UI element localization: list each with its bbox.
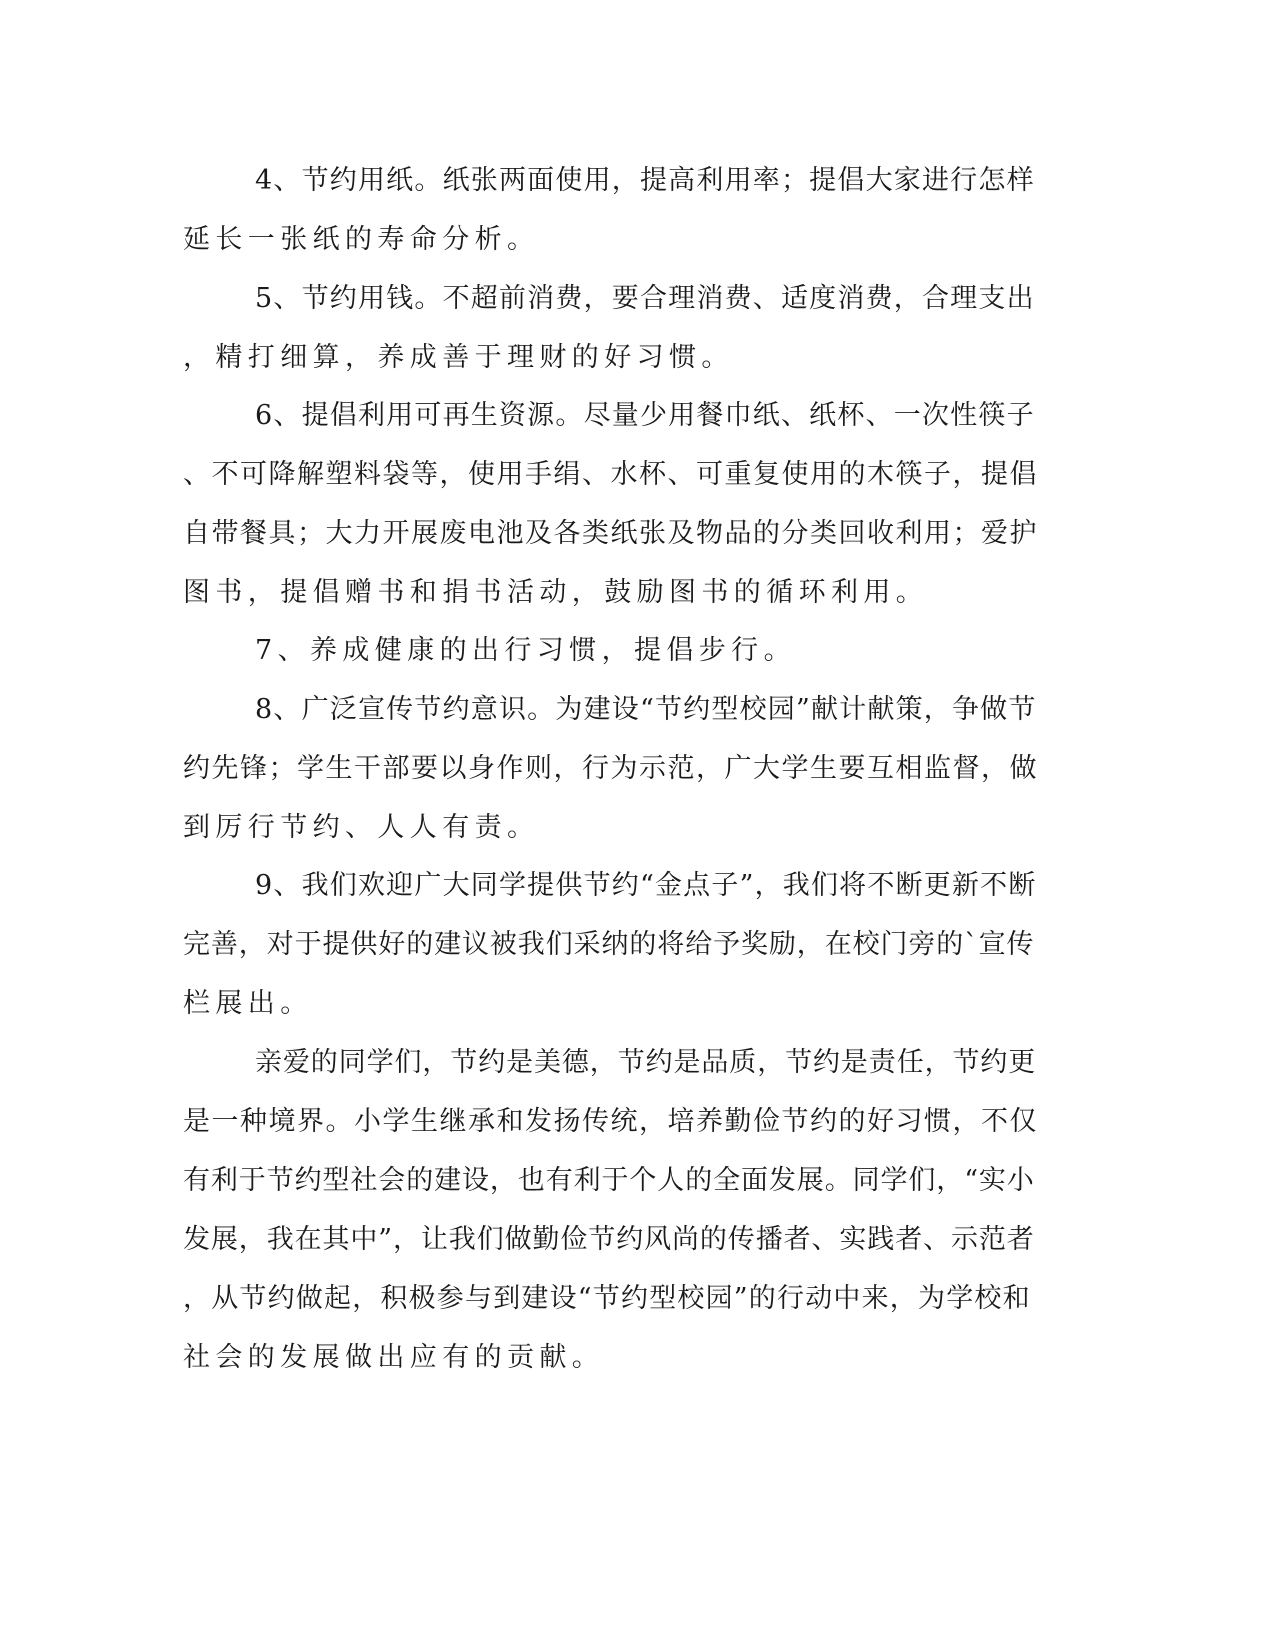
paragraph-item-6-line-3: 自带餐具；大力开展废电池及各类纸张及物品的分类回收利用；爱护 [183,518,1038,549]
paragraph-item-6-line-1: 6、提倡利用可再生资源。尽量少用餐巾纸、纸杯、一次性筷子 [255,400,1035,431]
paragraph-closing-line-5: ，从节约做起，积极参与到建设“节约型校园”的行动中来，为学校和 [183,1283,1031,1314]
paragraph-item-6-line-2: 、不可降解塑料袋等，使用手绢、水杯、可重复使用的木筷子，提倡 [183,459,1038,490]
paragraph-item-9-line-3: 栏展出。 [183,988,313,1019]
paragraph-item-8-line-1: 8、广泛宣传节约意识。为建设“节约型校园”献计献策，争做节 [255,694,1037,725]
paragraph-closing-line-1: 亲爱的同学们，节约是美德，节约是品质，节约是责任，节约更 [255,1047,1037,1078]
paragraph-item-4-line-1: 4、节约用纸。纸张两面使用，提高利用率；提倡大家进行怎样 [255,165,1035,196]
paragraph-item-8-line-3: 到厉行节约、人人有责。 [183,812,540,843]
paragraph-item-9-line-1: 9、我们欢迎广大同学提供节约“金点子”，我们将不断更新不断 [255,870,1037,901]
paragraph-closing-line-2: 是一种境界。小学生继承和发扬传统，培养勤俭节约的好习惯，不仅 [183,1106,1038,1137]
paragraph-item-8-line-2: 约先锋；学生干部要以身作则，行为示范，广大学生要互相监督，做 [183,753,1038,784]
paragraph-item-6-line-4: 图书，提倡赠书和捐书活动，鼓励图书的循环利用。 [183,577,929,608]
paragraph-item-9-line-2: 完善，对于提供好的建议被我们采纳的将给予奖励，在校门旁的`宣传 [183,929,1035,960]
paragraph-item-5-line-2: ，精打细算，养成善于理财的好习惯。 [183,342,734,373]
paragraph-closing-line-3: 有利于节约型社会的建设，也有利于个人的全面发展。同学们，“实小 [183,1165,1035,1196]
paragraph-item-5-line-1: 5、节约用钱。不超前消费，要合理消费、适度消费，合理支出 [255,283,1035,314]
paragraph-item-7-line-1: 7、养成健康的出行习惯，提倡步行。 [255,635,796,666]
paragraph-closing-line-6: 社会的发展做出应有的贡献。 [183,1342,605,1373]
paragraph-item-4-line-2: 延长一张纸的寿命分析。 [183,224,540,255]
paragraph-closing-line-4: 发展，我在其中”，让我们做勤俭节约风尚的传播者、实践者、示范者 [183,1224,1035,1255]
